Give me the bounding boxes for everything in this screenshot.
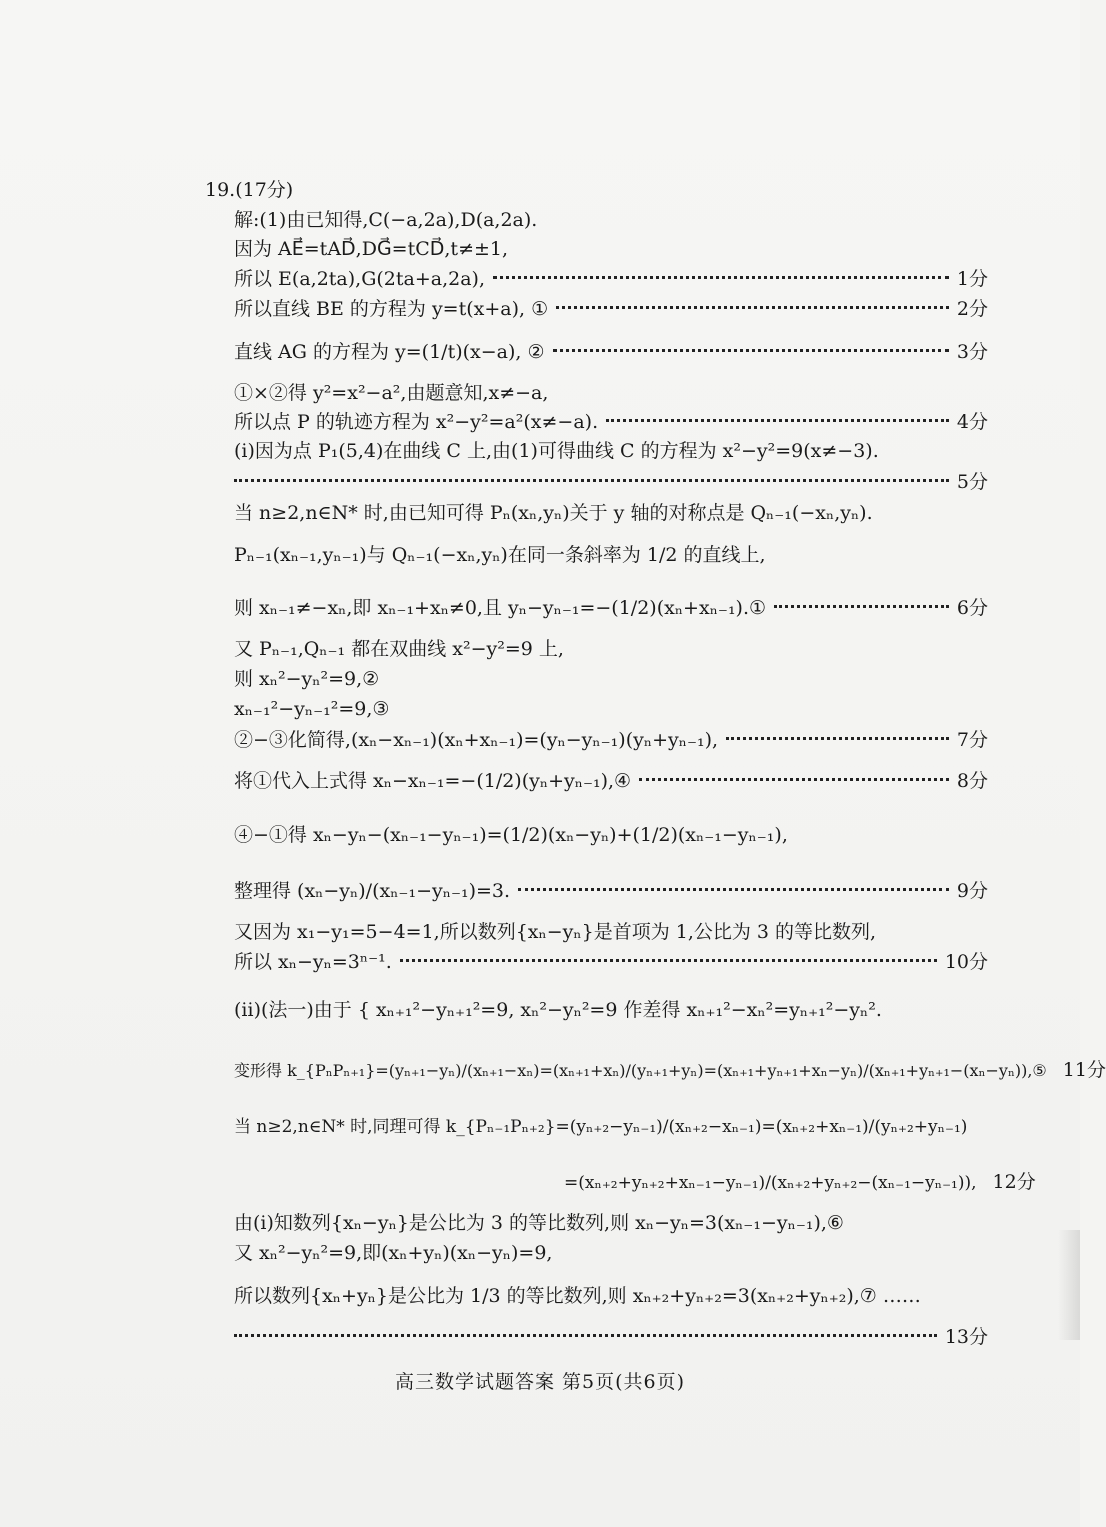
score-label: 6分 [956, 597, 988, 619]
problem-header: 19.(17分) [205, 179, 294, 201]
solution-line: 当 n≥2,n∈N* 时,由已知可得 Pₙ(xₙ,yₙ)关于 y 轴的对称点是 Qₙ₋₁(−xₙ,yₙ). [234, 502, 873, 524]
solution-line: 由(ⅰ)知数列{xₙ−yₙ}是公比为 3 的等比数列,则 xₙ−yₙ=3(xₙ₋₁−yₙ₋₁),⑥ [234, 1212, 844, 1234]
solution-line: (ⅱ)(法一)由于 { xₙ₊₁²−yₙ₊₁²=9, xₙ²−yₙ²=9 作差得 xₙ₊₁²−xₙ²=yₙ₊₁²−yₙ². [234, 999, 882, 1021]
dot-leader [639, 778, 949, 781]
solution-line: xₙ₋₁²−yₙ₋₁²=9,③ [234, 698, 390, 720]
binding-shadow [1058, 1230, 1080, 1340]
dot-leader [553, 349, 949, 352]
score-label: 4分 [956, 411, 988, 433]
solution-line: Pₙ₋₁(xₙ₋₁,yₙ₋₁)与 Qₙ₋₁(−xₙ,yₙ)在同一条斜率为 1/2 的直线上, [234, 544, 766, 566]
solution-line: 所以数列{xₙ+yₙ}是公比为 1/3 的等比数列,则 xₙ₊₂+yₙ₊₂=3(xₙ₊₂+yₙ₊₂),⑦ …… [234, 1285, 921, 1307]
score-label: 5分 [956, 471, 988, 493]
score-label: 9分 [956, 880, 988, 902]
solution-line: (ⅰ)因为点 P₁(5,4)在曲线 C 上,由(1)可得曲线 C 的方程为 x²−y²=9(x≠−3). [234, 440, 879, 462]
solution-line: 所以点 P 的轨迹方程为 x²−y²=a²(x≠−a). 4分 [234, 411, 988, 433]
dot-leader [493, 276, 949, 279]
score-label: 3分 [956, 341, 988, 363]
solution-line: 又 Pₙ₋₁,Qₙ₋₁ 都在双曲线 x²−y²=9 上, [234, 638, 564, 660]
dot-leader [234, 479, 949, 482]
score-label: 12分 [992, 1171, 1036, 1193]
solution-line: 变形得 k_{PₙPₙ₊₁}=(yₙ₊₁−yₙ)/(xₙ₊₁−xₙ)=(xₙ₊₁+xₙ)/(yₙ₊₁+yₙ)=(xₙ₊₁+yₙ₊₁+xₙ−yₙ)/(xₙ₊₁+yₙ₊₁−(xₙ−yₙ)),⑤ 11分 [234, 1059, 1106, 1081]
score-label: 8分 [956, 770, 988, 792]
solution-line: 所以 E(a,2ta),G(2ta+a,2a), 1分 [234, 268, 988, 290]
score-label: 13分 [944, 1326, 988, 1348]
solution-line: 将①代入上式得 xₙ−xₙ₋₁=−(1/2)(yₙ+yₙ₋₁),④ 8分 [234, 770, 988, 792]
solution-line: 所以 xₙ−yₙ=3ⁿ⁻¹. 10分 [234, 951, 988, 973]
solution-line: ①×②得 y²=x²−a²,由题意知,x≠−a, [234, 382, 549, 404]
dot-leader [606, 419, 949, 422]
solution-line [234, 470, 988, 494]
dot-leader [400, 959, 937, 962]
dot-leader [726, 737, 949, 740]
score-label: 11分 [1062, 1059, 1106, 1081]
score-label: 2分 [956, 298, 988, 320]
dot-leader [774, 605, 949, 608]
solution-line: 又因为 x₁−y₁=5−4=1,所以数列{xₙ−yₙ}是首项为 1,公比为 3 的等比数列, [234, 921, 877, 943]
solution-line: 又 xₙ²−yₙ²=9,即(xₙ+yₙ)(xₙ−yₙ)=9, [234, 1242, 553, 1264]
dot-leader [234, 1334, 937, 1337]
solution-line: 整理得 (xₙ−yₙ)/(xₙ₋₁−yₙ₋₁)=3. 9分 [234, 880, 988, 902]
solution-line: 因为 AE⃗=tAD⃗,DG⃗=tCD⃗,t≠±1, [234, 238, 509, 260]
solution-line: 则 xₙ₋₁≠−xₙ,即 xₙ₋₁+xₙ≠0,且 yₙ−yₙ₋₁=−(1/2)(xₙ+xₙ₋₁).① 6分 [234, 597, 988, 619]
dot-leader [556, 306, 949, 309]
dot-leader [518, 888, 949, 891]
solution-line: ④−①得 xₙ−yₙ−(xₙ₋₁−yₙ₋₁)=(1/2)(xₙ−yₙ)+(1/2)(xₙ₋₁−yₙ₋₁), [234, 824, 788, 846]
solution-line: ②−③化简得,(xₙ−xₙ₋₁)(xₙ+xₙ₋₁)=(yₙ−yₙ₋₁)(yₙ+yₙ₋₁), 7分 [234, 729, 988, 751]
solution-line [234, 1325, 988, 1349]
score-label: 7分 [956, 729, 988, 751]
score-label: 1分 [956, 268, 988, 290]
solution-line: 当 n≥2,n∈N* 时,同理可得 k_{Pₙ₋₁Pₙ₊₂}=(yₙ₊₂−yₙ₋₁)/(xₙ₊₂−xₙ₋₁)=(xₙ₊₂+xₙ₋₁)/(yₙ₊₂+yₙ₋₁) [234, 1117, 968, 1137]
score-label: 10分 [944, 951, 988, 973]
solution-line: 解:(1)由已知得,C(−a,2a),D(a,2a). [234, 209, 538, 231]
solution-line: 则 xₙ²−yₙ²=9,② [234, 668, 380, 690]
solution-line: 直线 AG 的方程为 y=(1/t)(x−a), ② 3分 [234, 341, 988, 363]
page-footer: 高三数学试题答案 第5页(共6页) [394, 1371, 686, 1393]
solution-line: =(xₙ₊₂+yₙ₊₂+xₙ₋₁−yₙ₋₁)/(xₙ₊₂+yₙ₊₂−(xₙ₋₁−yₙ₋₁)), 12分 [564, 1171, 1036, 1193]
solution-line: 所以直线 BE 的方程为 y=t(x+a), ① 2分 [234, 298, 988, 320]
